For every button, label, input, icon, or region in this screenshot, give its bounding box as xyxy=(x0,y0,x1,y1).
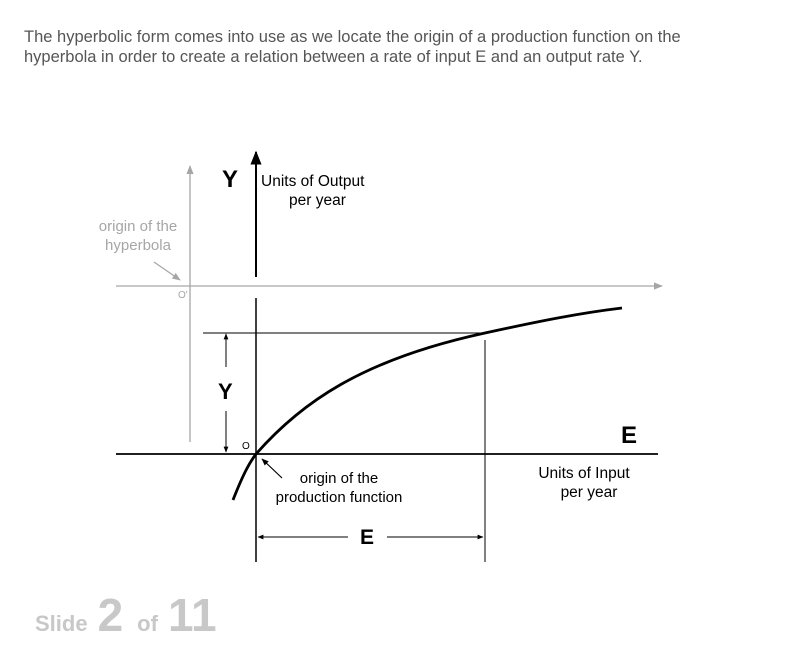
intro-line-2: hyperbola in order to create a relation between a rate of input E and an output rate Y. xyxy=(24,48,643,66)
y-axis-label-line-2: per year xyxy=(289,192,346,209)
production-origin-mark: O xyxy=(242,441,250,452)
production-origin-label-line-2: production function xyxy=(275,489,403,506)
of-word: of xyxy=(137,611,158,636)
x-axis-label-line-2: per year xyxy=(560,484,618,501)
slide-counter xyxy=(35,588,227,648)
x-axis-label-line-1: Units of Input xyxy=(538,465,630,482)
intro-line-1: The hyperbolic form comes into use as we locate the origin of a production function on the xyxy=(24,28,681,46)
e-dimension-label: E xyxy=(359,526,375,549)
hyperbola-origin-label-line-1: origin of the xyxy=(98,218,178,235)
y-axis-symbol: Y xyxy=(222,166,239,193)
slide-word: Slide xyxy=(35,611,88,636)
total-slides-number: 11 xyxy=(167,589,217,641)
y-dimension-label: Y xyxy=(218,379,233,404)
hyperbola-origin-label-line-2: hyperbola xyxy=(105,237,171,254)
hyperbola-origin-pointer xyxy=(154,262,180,280)
current-slide-number: 2 xyxy=(97,589,124,641)
x-axis-symbol: E xyxy=(621,422,638,449)
hyperbola-origin-mark: O' xyxy=(178,290,188,301)
y-axis-label-line-1: Units of Output xyxy=(261,173,365,190)
production-origin-label-line-1: origin of the xyxy=(299,470,379,487)
production-origin-pointer xyxy=(262,459,282,478)
